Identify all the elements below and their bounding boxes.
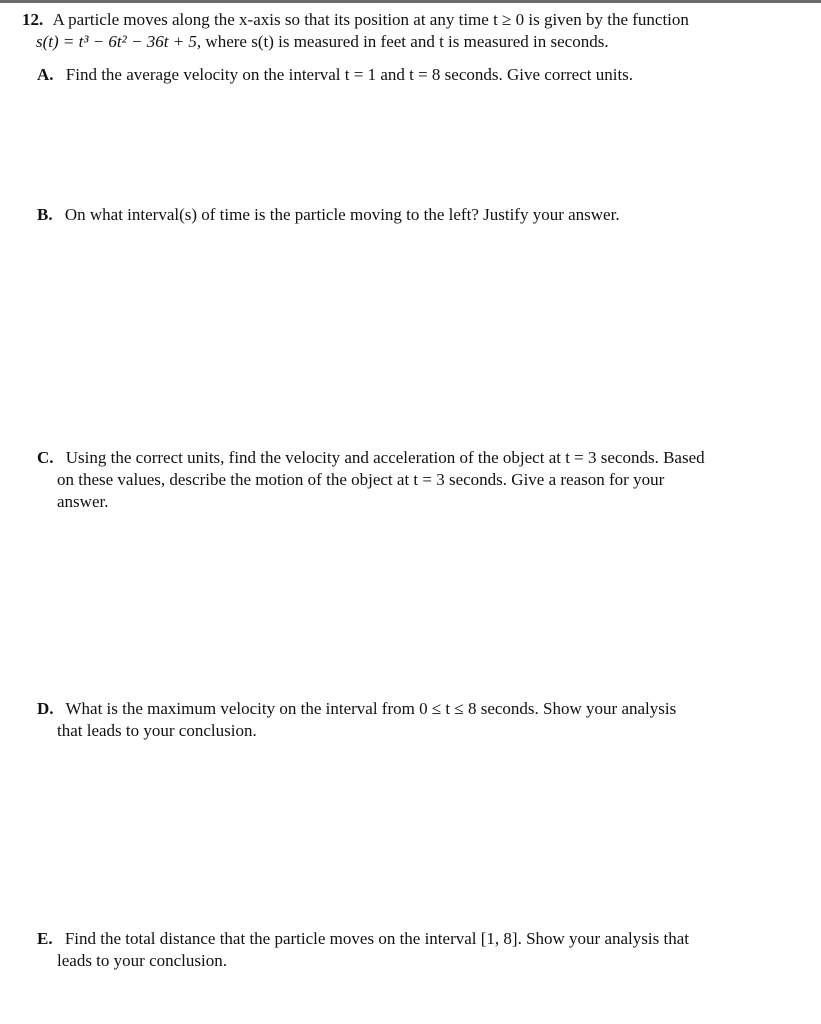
part-b-text: On what interval(s) of time is the particle moving to the left? Justify your answer. (64, 205, 620, 224)
part-c-text-line2: on these values, describe the motion of the object at t = 3 seconds. Give a reason for your (57, 470, 665, 489)
part-a (37, 64, 633, 86)
question-12-prompt (22, 9, 689, 53)
part-e-text-line2: leads to your conclusion. (57, 951, 227, 970)
question-number: 12. (22, 10, 44, 29)
part-c-letter: C. (37, 448, 54, 467)
part-d (37, 698, 676, 742)
part-c-text-line1: Using the correct units, find the velocity and acceleration of the object at t = 3 seconds. Based (65, 448, 705, 467)
part-a-letter: A. (37, 65, 54, 84)
question-intro-line2: where s(t) is measured in feet and t is measured in seconds. (205, 32, 609, 51)
question-intro-line1: A particle moves along the x-axis so that its position at any time t ≥ 0 is given by the function (52, 10, 689, 29)
part-e-letter: E. (37, 929, 53, 948)
part-d-letter: D. (37, 699, 54, 718)
part-c-text-line3: answer. (57, 492, 109, 511)
part-e-text-line1: Find the total distance that the particle moves on the interval [1, 8]. Show your analysis that (64, 929, 689, 948)
part-b (37, 204, 620, 226)
position-function: s(t) = t³ − 6t² − 36t + 5, (36, 32, 202, 51)
top-border-line (0, 0, 821, 3)
part-a-text: Find the average velocity on the interval t = 1 and t = 8 seconds. Give correct units. (65, 65, 634, 84)
part-e (37, 928, 689, 972)
part-d-text-line2: that leads to your conclusion. (57, 721, 257, 740)
part-c (37, 447, 705, 513)
part-d-text-line1: What is the maximum velocity on the interval from 0 ≤ t ≤ 8 seconds. Show your analysis (65, 699, 677, 718)
part-b-letter: B. (37, 205, 53, 224)
